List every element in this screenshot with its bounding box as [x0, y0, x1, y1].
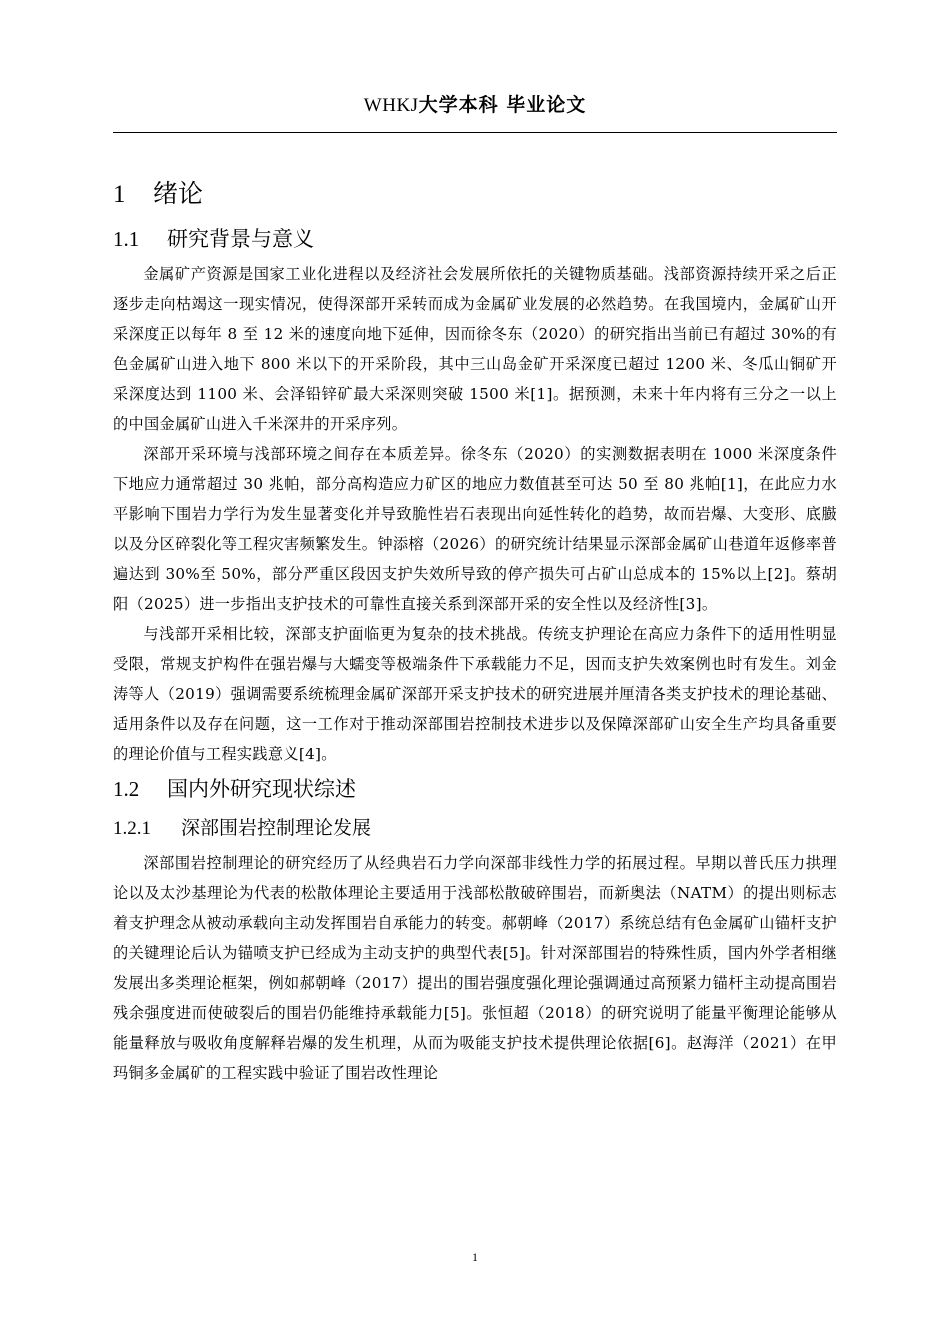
chapter-title: 绪论: [153, 179, 204, 208]
body-paragraph: 金属矿产资源是国家工业化进程以及经济社会发展所依托的关键物质基础。浅部资源持续开采之后正逐步走向枯竭这一现实情况，使得深部开采转而成为金属矿业发展的必然趋势。在我国境内，金属矿山开采深度正以每年 8 至 12 米的速度向地下延伸，因而徐冬东（2020）的研究指出当前已有超过 30%的有色金属矿山进入地下 800 米以下的开采阶段，其中三山岛金矿开采深度已超过 1200 米、冬瓜山铜矿开采深度达到 1100 米、会泽铅锌矿最大采深则突破 1500 米[1]。据预测，未来十年内将有三分之一以上的中国金属矿山进入千米深井的开采序列。: [113, 265, 837, 433]
section-heading: [113, 769, 837, 809]
chapter-heading: [113, 170, 837, 219]
subsection-title: 深部围岩控制理论发展: [181, 817, 372, 839]
section-title: 国内外研究现状综述: [167, 777, 356, 801]
body-paragraph: 与浅部开采相比较，深部支护面临更为复杂的技术挑战。传统支护理论在高应力条件下的适用性明显受限，常规支护构件在强岩爆与大蠕变等极端条件下承载能力不足，因而支护失效案例也时有发生。刘金涛等人（2019）强调需要系统梳理金属矿深部开采支护技术的研究进展并厘清各类支护技术的理论基础、适用条件以及存在问题，这一工作对于推动深部围岩控制技术进步以及保障深部矿山安全生产均具备重要的理论价值与工程实践意义[4]。: [113, 625, 837, 763]
subsection-number: 1.2.1: [113, 818, 151, 839]
chapter-number: 1: [113, 181, 126, 208]
section-number: 1.1: [113, 227, 140, 251]
running-header: [113, 92, 837, 119]
page-number: 1: [472, 1250, 478, 1264]
header-title: 大学本科 毕业论文: [418, 94, 587, 116]
section-title: 研究背景与意义: [167, 227, 314, 251]
section-heading: [113, 219, 837, 259]
body-paragraph: 深部开采环境与浅部环境之间存在本质差异。徐冬东（2020）的实测数据表明在 1000 米深度条件下地应力通常超过 30 兆帕，部分高构造应力矿区的地应力数值甚至可达 50 至 80 兆帕[1]，在此应力水平影响下围岩力学行为发生显著变化并导致脆性岩石表现出向延性转化的趋势，故而岩爆、大变形、底臌以及分区碎裂化等工程灾害频繁发生。钟添榕（2026）的研究统计结果显示深部金属矿山巷道年返修率普遍达到 30%至 50%，部分严重区段因支护失效所导致的停产损失可占矿山总成本的 15%以上[2]。蔡胡阳（2025）进一步指出支护技术的可靠性直接关系到深部开采的安全性以及经济性[3]。: [113, 445, 837, 613]
page-body: [113, 170, 837, 1088]
subsection-heading: [113, 809, 837, 848]
header-latin: WHKJ: [363, 95, 419, 116]
section-number: 1.2: [113, 777, 140, 801]
body-paragraph: 深部围岩控制理论的研究经历了从经典岩石力学向深部非线性力学的拓展过程。早期以普氏压力拱理论以及太沙基理论为代表的松散体理论主要适用于浅部松散破碎围岩，而新奥法（NATM）的提出则标志着支护理念从被动承载向主动发挥围岩自承能力的转变。郝朝峰（2017）系统总结有色金属矿山锚杆支护的关键理论后认为锚喷支护已经成为主动支护的典型代表[5]。针对深部围岩的特殊性质，国内外学者相继发展出多类理论框架，例如郝朝峰（2017）提出的围岩强度强化理论强调通过高预紧力锚杆主动提高围岩残余强度进而使破裂后的围岩仍能维持承载能力[5]。张恒超（2018）的研究说明了能量平衡理论能够从能量释放与吸收角度解释岩爆的发生机理，从而为吸能支护技术提供理论依据[6]。赵海洋（2021）在甲玛铜多金属矿的工程实践中验证了围岩改性理论: [113, 854, 837, 1082]
header-rule: [113, 132, 837, 133]
